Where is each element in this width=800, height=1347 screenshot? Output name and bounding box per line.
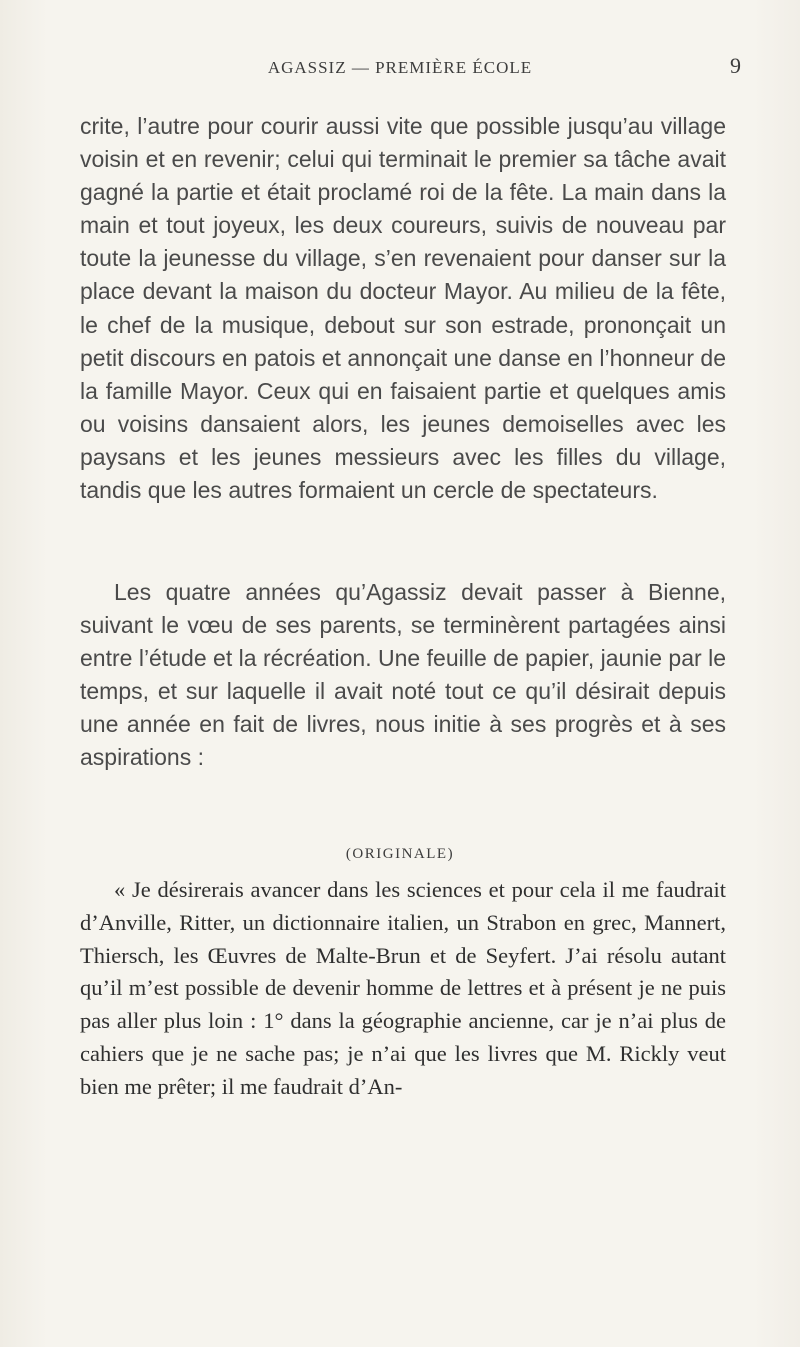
running-title: AGASSIZ — PREMIÈRE ÉCOLE bbox=[267, 58, 533, 77]
quoted-note: « Je désirerais avancer dans les sciences et pour cela il me faudrait d’Anville, Ritter, un dictionnaire italien, un Strabon en grec, Mannert, Thiersch, les Œuvres de Malte-Brun et de Seyfert. J’ai résolu autant qu’il m’est possible de devenir homme de lettres et à présent je ne puis pas aller plus loin : 1° dans la géographie ancienne, car je n’ai plus de cahiers que je ne sache pas; je n’ai que les livres que M. Rickly veut bien me prêter; il me faudrait d’An- bbox=[80, 877, 726, 1099]
paragraph-2: Les quatre années qu’Agassiz devait passer à Bienne, suivant le vœu de ses parents, se terminèrent partagées ainsi entre l’étude et la récréation. Une feuille de papier, jaunie par le temps, et sur laquelle il avait noté tout ce qu’il désirait depuis une année en fait de livres, nous initie à ses progrès et à ses aspirations : bbox=[80, 579, 726, 771]
section-subheading: (ORIGINALE) bbox=[345, 846, 455, 862]
paragraph-1: crite, l’autre pour courir aussi vite que possible jusqu’au village voisin et en revenir; celui qui terminait le premier sa tâche avait gagné la partie et était proclamé roi de la fête. La main dans la main et tout joyeux, les deux coureurs, suivis de nouveau par toute la jeunesse du village, s’en revenaient pour danser sur la place devant la maison du docteur Mayor. Au milieu de la fête, le chef de la musique, debout sur son estrade, prononçait un petit discours en patois et annonçait une danse en l’honneur de la famille Mayor. Ceux qui en faisaient partie et quelques amis ou voisins dansaient alors, les jeunes demoiselles avec les paysans et les jeunes messieurs avec les filles du village, tandis que les autres formaient un cercle de spectateurs. bbox=[80, 113, 726, 504]
page-number: 9 bbox=[730, 53, 741, 78]
